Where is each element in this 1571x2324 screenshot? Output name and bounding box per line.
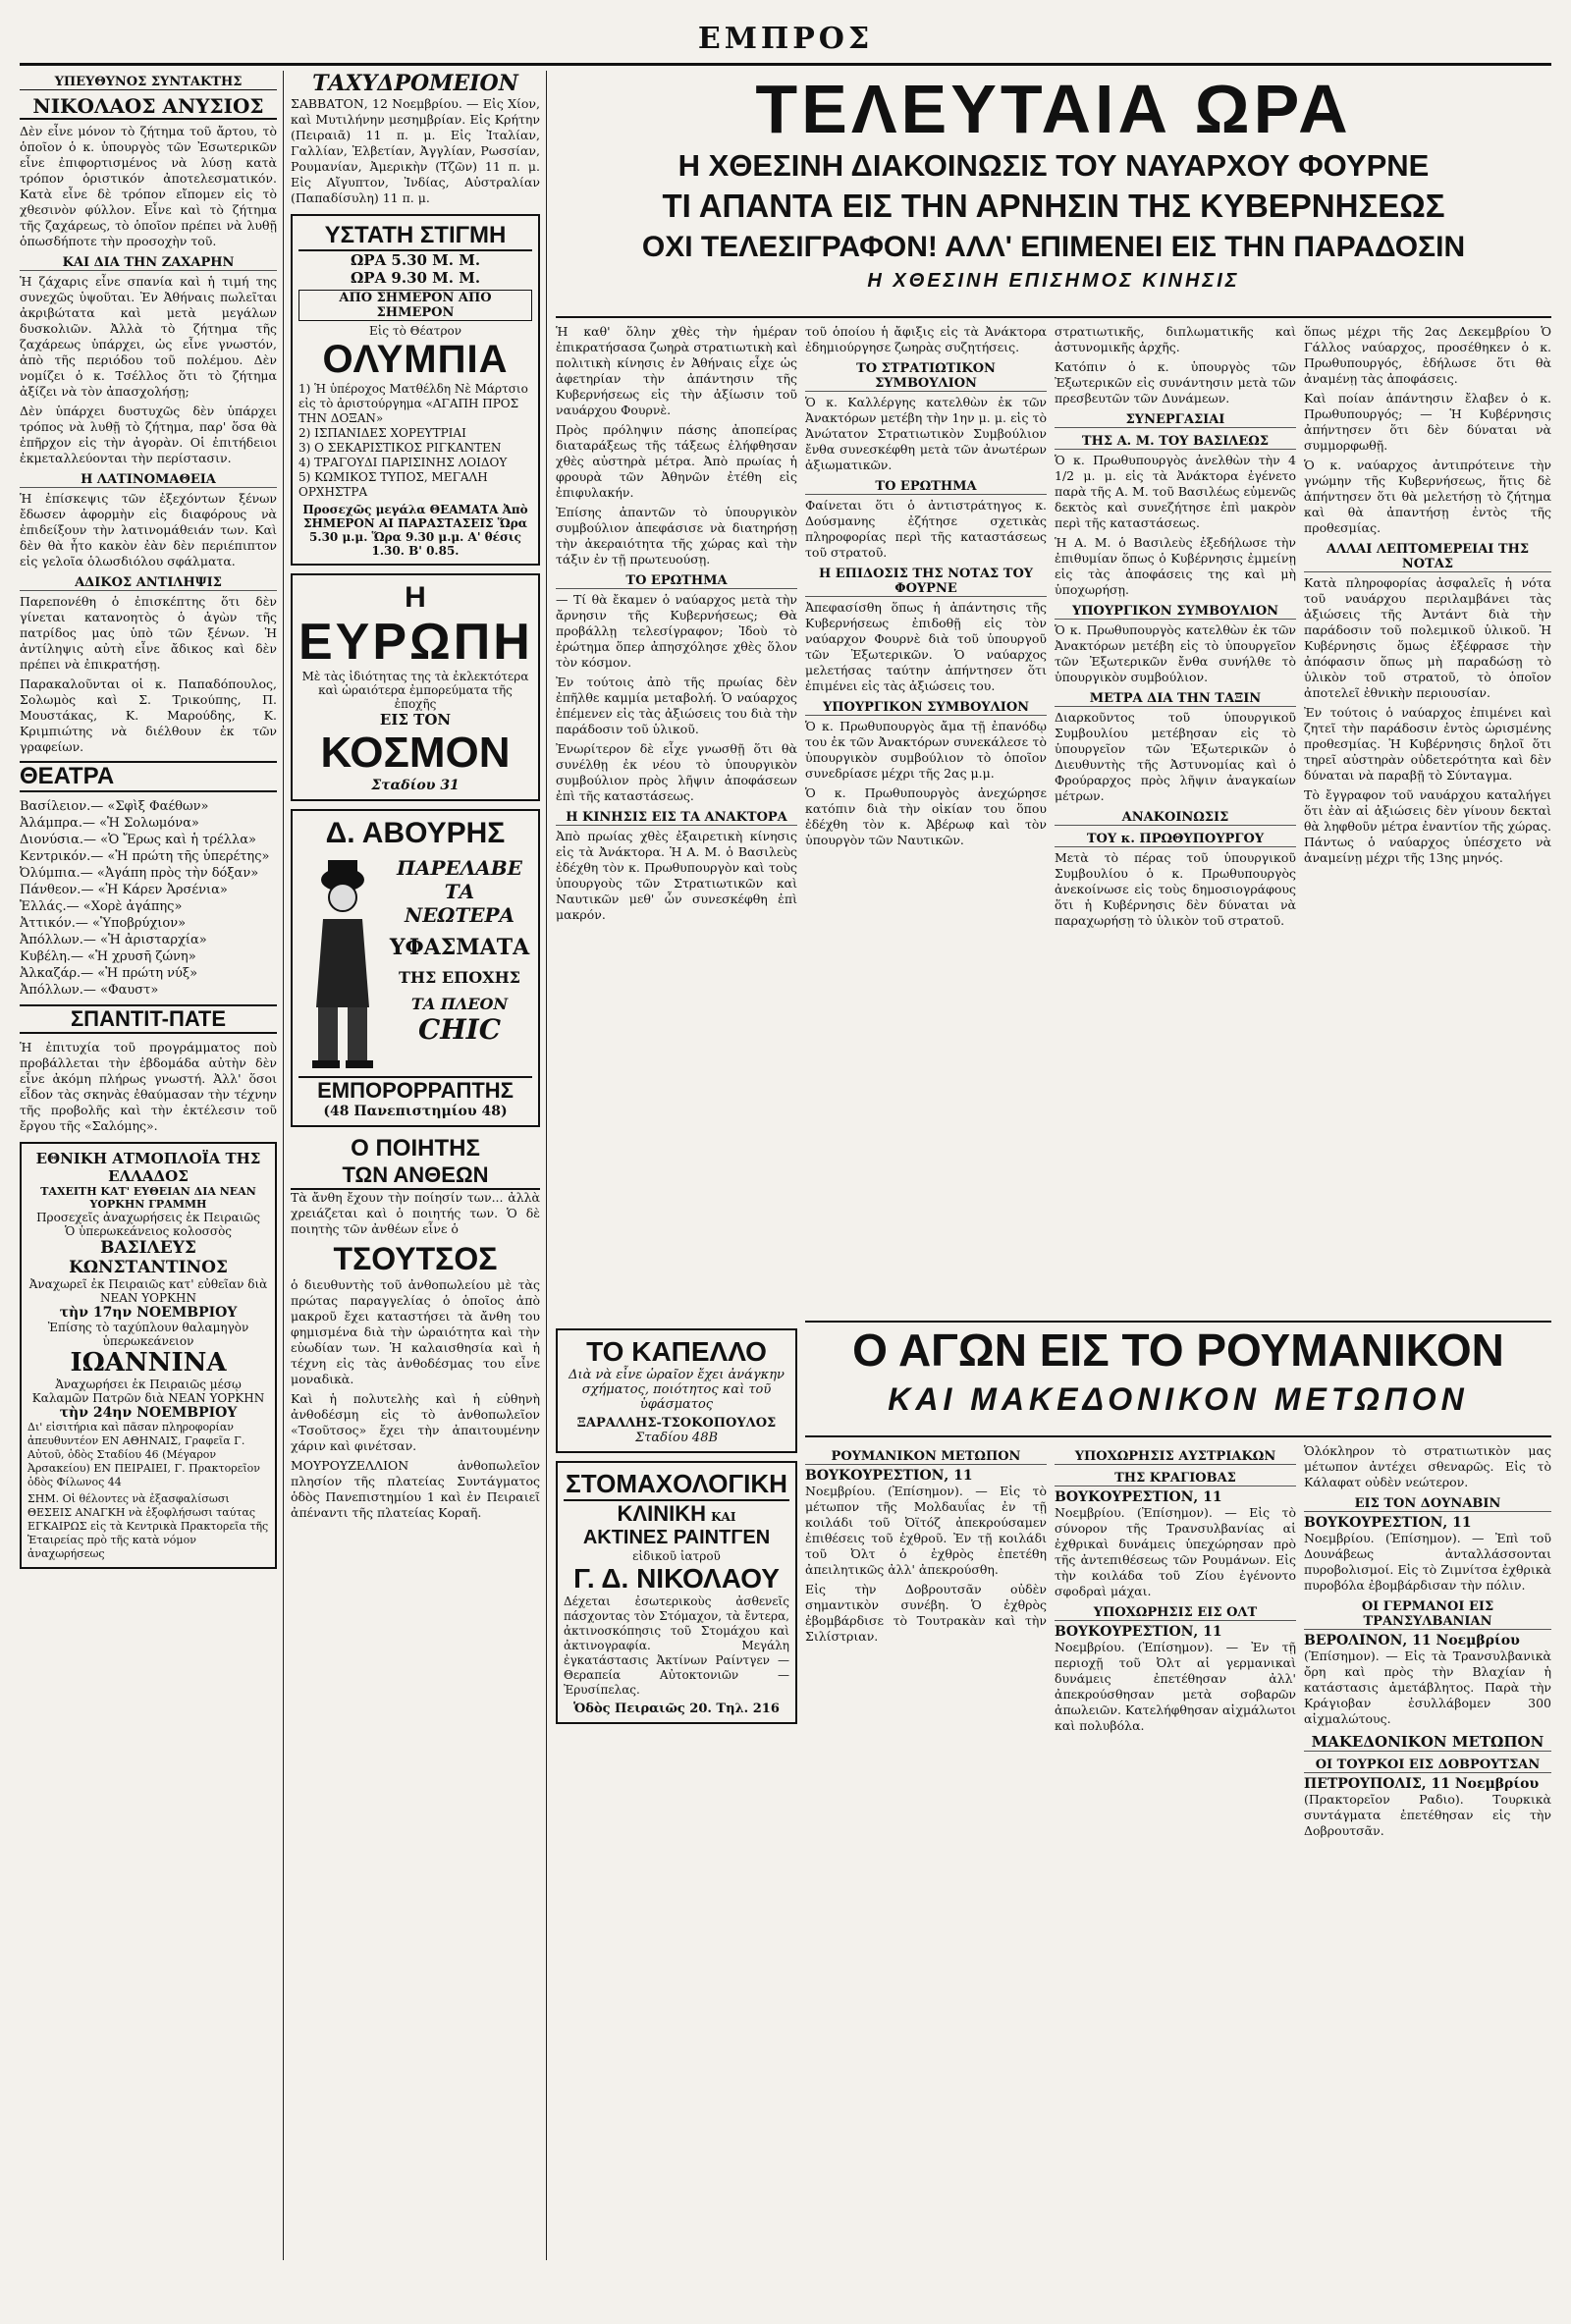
- advert-title: ΕΥΡΩΠΗ: [298, 614, 533, 671]
- section-heading: Η ΚΙΝΗΣΙΣ ΕΙΣ ΤΑ ΑΝΑΚΤΟΡΑ: [556, 810, 797, 826]
- article-text: ὅπως μέχρι τῆς 2ας Δεκεμβρίου Ὁ Γάλλος ναύαρχος, προσέθηκεν ὁ κ. Πρωθυπουργός, ἐδήλωσε ὅτι θὰ ἀναμένῃ τὰς ἀποφάσεις.: [1304, 324, 1551, 386]
- advert-title: ΣΤΟΜΑΧΟΛΟΓΙΚΗ: [564, 1469, 789, 1501]
- column-6: [1304, 324, 1551, 1311]
- article-text: Ὁ κ. Πρωθυπουργὸς ἄμα τῇ ἐπανόδῳ του ἐκ τῶν Ἀνακτόρων συνεκάλεσε τὸ ὑπουργικὸν συμβούλιον τὸ ὁποῖον συνεδρίασε μέχρι τῆς 2ας μ.μ.: [805, 719, 1047, 781]
- advert-title: ΕΜΠΟΡΟΡΡΑΠΤΗΣ: [298, 1076, 532, 1104]
- list-item: Πάνθεον.— «Ἡ Κάρεν Ἀρσένια»: [20, 883, 228, 897]
- article-text: Πρὸς πρόληψιν πάσης ἀποπείρας διαταράξεως τῆς τάξεως ἐλήφθησαν χθὲς αὐστηρὰ μέτρα. Ἀπὸ πρωίας ἡ φρουρὰ τῶν Ἀθηνῶν ἐτέθη εἰς ἐπιφυλακήν.: [556, 422, 797, 500]
- advert-line: εἰδικοῦ ἰατροῦ: [632, 1549, 721, 1563]
- advert-line: Διὰ νὰ εἶνε ὡραῖον ἔχει ἀνάγκην σχήματος, ποιότητος καὶ τοῦ ὑφάσματος: [569, 1368, 785, 1412]
- article-text: Ὁ κ. ναύαρχος ἀντιπρότεινε τὴν γνώμην τῆς Κυβερνήσεως, ἥτις δὲ ἀπήντησεν ὅτι θὰ μελετήσῃ τὸ ζήτημα καὶ θὰ ἀπαντήσῃ ἐντὸς τῆς προθεσμίας.: [1304, 458, 1551, 535]
- europe-advert: [291, 573, 540, 801]
- venue-name: ΟΛΥΜΠΙΑ: [322, 338, 509, 381]
- dateline: ΒΟΥΚΟΥΡΕΣΤΙΟΝ, 11: [1055, 1489, 1222, 1505]
- departure-date: τὴν 17ην ΝΟΕΜΒΡΙΟΥ: [59, 1305, 238, 1321]
- advert-line: ΤΑ ΝΕΩΤΕΡΑ: [404, 880, 515, 927]
- section-heading: ΜΑΚΕΔΟΝΙΚΟΝ ΜΕΤΩΠΟΝ: [1304, 1733, 1551, 1752]
- list-item: Ἀττικόν.— «Ὑποβρύχιον»: [20, 916, 187, 931]
- article-text: Ὁ κ. Πρωθυπουργὸς κατελθὼν ἐκ τῶν Ἀνακτόρων μετέβη εἰς τὸ ὑπουργεῖον τῶν Ἐξωτερικῶν ἔνθα συνήλθε τὸ ὑπουργικὸν συμβούλιον.: [1055, 622, 1296, 684]
- column-9: [1304, 1443, 1551, 2258]
- advert-title: ΑΚΤΙΝΕΣ ΡΑΙΝΤΓΕΝ: [582, 1527, 771, 1548]
- post-office-heading: ΤΑΧΥΔΡΟΜΕΙΟΝ: [312, 71, 518, 96]
- article-text: Ἀπὸ πρωίας χθὲς ἐξαιρετικὴ κίνησις εἰς τὰ Ἀνάκτορα. Ἡ Α. Μ. ὁ Βασιλεὺς ἐδέχθη τὸν κ. Πρωθυπουργὸν καὶ τοὺς ὑπουργοὺς τῶν Στρατιωτικῶν καὶ Ναυτικῶν μεθ' ὧν συνεσκέφθη ἐπὶ μακρόν.: [556, 829, 797, 922]
- advert-title: ΚΛΙΝΙΚΗ: [617, 1501, 706, 1526]
- programme-item: 2) ΙΣΠΑΝΙΔΕΣ ΧΟΡΕΥΤΡΙΑΙ: [298, 426, 466, 440]
- section-headline: Ο ΑΓΩΝ ΕΙΣ ΤΟ ΡΟΥΜΑΝΙΚΟΝ: [852, 1324, 1504, 1376]
- section-heading: ΥΠΟΧΩΡΗΣΙΣ ΕΙΣ ΟΛΤ: [1055, 1605, 1296, 1621]
- dateline: ΒΟΥΚΟΥΡΕΣΤΙΟΝ, 11: [805, 1468, 973, 1484]
- article-text: Ἐπίσης ἀπαντῶν τὸ ὑπουργικὸν συμβούλιον ἀπεφάσισε νὰ διατηρήσῃ τὴν ἀκεραιότητα τῆς χώρας καὶ τὴν τάξιν ἐν τῇ πρωτευούσῃ.: [556, 505, 797, 567]
- advert-address: Ὁδὸς Πειραιῶς 20. Τηλ. 216: [573, 1702, 780, 1716]
- article-text: Μετὰ τὸ πέρας τοῦ ὑπουργικοῦ Συμβουλίου ὁ κ. Πρωθυπουργὸς ἀνεκοίνωσε εἰς τοὺς δημοσιογράφους ὅτι ἡ Κυβέρνησις δὲν δύναται νὰ παραχωρήσῃ τὸ ὑλικὸν τοῦ στρατοῦ.: [1055, 850, 1296, 928]
- article-text: Ἡ ἐπίσκεψις τῶν ἐξεχόντων ξένων ἔδωσεν ἀφορμὴν εἰς διαφόρους νὰ ἐπιδείξουν τὴν λατινομάθειάν των. Καὶ δὲν θὰ ἦτο κακὸν ἐὰν δὲν περιέπιπτον εἰς γελοῖα ὁλωσδιόλου σφάλματα.: [20, 491, 277, 568]
- article-text: Νοεμβρίου. (Ἐπίσημον). — Ἐν τῇ περιοχῇ τοῦ Ὀλτ αἱ γερμανικαὶ δυνάμεις ἐπετέθησαν ἀλλ' ἀπεκρούσθησαν μετὰ σοβαρῶν ἀπωλειῶν. Κατελήφθησαν αἰχμάλωτοι καὶ πολυβόλα.: [1055, 1640, 1296, 1733]
- main-headline: ΤΕΛΕΥΤΑΙΑ ΩΡΑ: [755, 71, 1352, 147]
- article-text: (Πρακτορεῖον Ραδιο). Τουρκικὰ συντάγματα ἐπετέθησαν εἰς τὴν Δοβρουτσᾶν.: [1304, 1792, 1551, 1838]
- article-text: Κατόπιν ὁ κ. ὑπουργὸς τῶν Ἐξωτερικῶν εἰς συνάντησιν μετὰ τῶν πρεσβευτῶν τῶν Δυνάμεων.: [1055, 359, 1296, 405]
- doctor-name: Γ. Δ. ΝΙΚΟΛΑΟΥ: [573, 1563, 780, 1594]
- list-item: Ἀλάμπρα.— «Ἡ Σολωμόνα»: [20, 816, 199, 831]
- article-text: Ἡ ζάχαρις εἶνε σπανία καὶ ἡ τιμή της συνεχῶς ὑψοῦται. Ἐν Ἀθήναις πωλεῖται ἀκριβώτατα καὶ μετὰ μεγάλων δυσκολιῶν. Ἀλλὰ τὸ ζήτημα τῆς ζαχάρεως ὑπάρχει, ὡς εἶνε γνωστόν, ἀπὸ τῆς περιόδου τοῦ πολέμου. Δὲν νομίζει ὁ κ. Τσέλλος ὅτι τὸ ζήτημα ἀξίζει νὰ τὸν ἀπασχολήσῃ;: [20, 274, 277, 399]
- masthead: [20, 20, 1551, 66]
- article-text: Δὲν εἶνε μόνον τὸ ζήτημα τοῦ ἄρτου, τὸ ὁποῖον ὁ κ. ὑπουργὸς τῶν Ἐσωτερικῶν εἶνε ἐπιφορτισμένος νὰ λύσῃ κατὰ τρόπον ὁριστικόν ἀποτελεσματικόν. Κατὰ εἶνε δὲ τρόπον εἴπομεν εἰς τὸ χθεσινὸν φύλλον. Εἶνε καὶ τὸ ζήτημα τῆς ζαχάρεως, τὸ ὁποῖον πρέπει νὰ λυθῇ ὁπωσδήποτε τὴν προσοχὴν τοῦ.: [20, 124, 277, 248]
- bottom-adverts: [556, 1321, 797, 2258]
- list-item: Ἑλλάς.— «Χορὲ ἀγάπης»: [20, 899, 183, 914]
- section-heading: ΥΠΟΥΡΓΙΚΟΝ ΣΥΜΒΟΥΛΙΟΝ: [805, 700, 1047, 716]
- article-text: Ἐνωρίτερον δὲ εἶχε γνωσθῇ ὅτι θὰ συνέλθῃ ἐκ νέου τὸ ὑπουργικὸν συμβούλιον πρὸς λῆψιν ἀποφάσεων ἐπὶ τῆς καταστάσεως.: [556, 741, 797, 803]
- advert-line: ΞΑΡΑΛΛΗΣ-ΤΣΟΚΟΠΟΥΛΟΣ: [576, 1416, 777, 1431]
- section-heading: ΣΥΝΕΡΓΑΣΙΑΙ: [1055, 412, 1296, 428]
- main-headline-block: [556, 71, 1551, 318]
- article-text: Καὶ ἡ πολυτελὴς καὶ ἡ εὐθηνὴ ἀνθοδέσμη εἰς τὸ ἀνθοπωλεῖον «Τσοῦτσος» ἔχει τὴν ἀπαιτουμένην χάριν καὶ φινέτσαν.: [291, 1391, 540, 1453]
- section-heading: ΟΙ ΤΟΥΡΚΟΙ ΕΙΣ ΔΟΒΡΟΥΤΣΑΝ: [1304, 1757, 1551, 1773]
- article-text: Τὰ ἄνθη ἔχουν τὴν ποίησίν των... ἀλλὰ χρειάζεται καὶ ὁ ποιητής των. Ὁ δὲ ποιητὴς τῶν ἀνθέων εἶνε ὁ: [291, 1190, 540, 1236]
- column-rule: [546, 71, 547, 2260]
- article-text: Ὁ κ. Πρωθυπουργὸς ἀνελθὼν τὴν 4 1/2 μ. μ. εἰς τὰ Ἀνάκτορα ἐγένετο παρὰ τῆς Α. Μ. τοῦ Βασιλέως εὐμενῶς δεκτὸς καὶ συνεζήτησε ἐπὶ μακρὸν περὶ τῆς καταστάσεως.: [1055, 453, 1296, 530]
- dateline: ΒΟΥΚΟΥΡΕΣΤΙΟΝ, 11: [1304, 1515, 1472, 1531]
- tailor-figure-icon: [298, 850, 387, 1076]
- list-item: Κυβέλη.— «Ἡ χρυσῆ ζώνη»: [20, 949, 196, 964]
- advert-line: ΚΑΙ: [711, 1510, 736, 1524]
- article-text: Νοεμβρίου. (Ἐπίσημον). — Εἰς τὸ σύνορον τῆς Τρανσυλβανίας αἱ ἐχθρικαὶ δυνάμεις ὑπεχώρησαν πρὸ τῆς ἀντεπιθέσεως τῶν Ρουμάνων. Εἰς τὴν κοιλάδα τοῦ Ζίου ἐγένοντο σφοδραὶ μάχαι.: [1055, 1505, 1296, 1598]
- article-text: Δὲν ὑπάρχει δυστυχῶς δὲν ὑπάρχει τρόπος νὰ λυθῇ τὸ ζήτημα, παρ' ὅσα θὰ ἐπῆρχον εἰς τὴν ἀγορὰν. Οἱ ἐπιτήδειοι ἐκμεταλλεύονται τὴν περίστασιν.: [20, 404, 277, 465]
- clinic-advert: [556, 1461, 797, 1724]
- section-heading: ΚΑΙ ΔΙΑ ΤΗΝ ΖΑΧΑΡΗΝ: [20, 255, 277, 271]
- advert-title: Η: [405, 581, 426, 614]
- section-heading: Η ΛΑΤΙΝΟΜΑΘΕΙΑ: [20, 472, 277, 488]
- subheadline: Η ΧΘΕΣΙΝΗ ΕΠΙΣΗΜΟΣ ΚΙΝΗΣΙΣ: [867, 270, 1240, 292]
- advert-title: ΚΟΣΜΟΝ: [320, 729, 511, 777]
- article-text: (Ἐπίσημον). — Εἰς τὰ Τρανσυλβανικὰ ὄρη καὶ πρὸς τὴν Βλαχίαν ἡ κατάστασις ἀμετάβλητος. Παρὰ τὴν Κράγιοβαν ἐσυλλάβομεν 300 αἰχμαλώτους.: [1304, 1648, 1551, 1726]
- departure-date: τὴν 24ην ΝΟΕΜΒΡΙΟΥ: [59, 1405, 238, 1421]
- newspaper-page: [20, 20, 1551, 2278]
- article-text: Ἐν τούτοις ὁ ναύαρχος ἐπιμένει καὶ ζητεῖ τὴν παράδοσιν ἐντὸς ὡρισμένης προθεσμίας. Ἡ Κυβέρνησις δηλοῖ ὅτι τηρεῖ αὐστηρὰν οὐδετερότητα καὶ δὲν δύναται νὰ παραβῇ τὸ Σύνταγμα.: [1304, 705, 1551, 783]
- article-text: Εἰς τὴν Δοβρουτσᾶν οὐδὲν σημαντικὸν συνέβη. Ὁ ἐχθρὸς ἐβομβάρδισε τὸ Τουτρακὰν καὶ τὴν Σιλίστριαν.: [805, 1582, 1047, 1644]
- advert-title: Δ. ΑΒΟΥΡΗΣ: [325, 817, 506, 849]
- advert-title: ΤΩΝ ΑΝΘΕΩΝ: [291, 1162, 540, 1190]
- article-text: — Τί θὰ ἔκαμεν ὁ ναύαρχος μετὰ τὴν ἄρνησιν τῆς Κυβερνήσεως; Θὰ προβάλλῃ τελεσίγραφον; Ἰδοὺ τὸ ἐρώτημα ὅπερ ἀπησχόλησε χθὲς ὅλον τὸν κόσμον.: [556, 592, 797, 670]
- section-heading: ΤΟ ΕΡΩΤΗΜΑ: [805, 479, 1047, 495]
- section-heading: ΟΙ ΓΕΡΜΑΝΟΙ ΕΙΣ ΤΡΑΝΣΥΛΒΑΝΙΑΝ: [1304, 1599, 1551, 1630]
- advert-line: CHIC: [417, 1013, 502, 1046]
- advert-line: ΤΑΧΕΙΤΗ ΚΑΤ' ΕΥΘΕΙΑΝ ΔΙΑ ΝΕΑΝ ΥΟΡΚΗΝ ΓΡΑΜΜΗ: [40, 1185, 256, 1211]
- ship-name: ΒΑΣΙΛΕΥΣ ΚΩΝΣΤΑΝΤΙΝΟΣ: [69, 1238, 228, 1277]
- advert-line: Ἐπίσης τὸ ταχύπλουν θαλαμηγὸν ὑπερωκεάνειον: [47, 1321, 249, 1348]
- article-text: ΣΑΒΒΑΤΟΝ, 12 Νοεμβρίου. — Εἰς Χίον, καὶ Μυτιλήνην μεσημβρίαν. Εἰς Κρήτην (Πειραιᾶ) 11 π. μ. Εἰς Ἰταλίαν, Γαλλίαν, Ἑλβετίαν, Ἀγγλίαν, Ρωσσίαν, Ρουμανίαν, Ἀμερικὴν (Τζῶν) 11 π. μ. Εἰς Αἴγυπτον, Ἰνδίας, Αὐστραλίαν (Παπαδίσυλη) 11 π. μ.: [291, 96, 540, 205]
- subheadline: Η ΧΘΕΣΙΝΗ ΔΙΑΚΟΙΝΩΣΙΣ ΤΟΥ ΝΑΥΑΡΧΟΥ ΦΟΥΡΝΕ: [677, 148, 1430, 183]
- advert-line: ΑΠΟ ΣΗΜΕΡΟΝ ΑΠΟ ΣΗΜΕΡΟΝ: [298, 290, 532, 321]
- section-heading: ΜΕΤΡΑ ΔΙΑ ΤΗΝ ΤΑΞΙΝ: [1055, 691, 1296, 707]
- article-text: Φαίνεται ὅτι ὁ ἀντιστράτηγος κ. Δούσμανης ἐζήτησε σχετικὰς πληροφορίας περὶ τῆς καταστάσεως τοῦ στρατοῦ.: [805, 498, 1047, 560]
- advert-line: Μὲ τὰς ἰδιότητας της τὰ ἐκλεκτότερα καὶ ὡραιότερα ἐμπορεύματα τῆς ἐποχῆς: [301, 670, 529, 711]
- responsible-editor-label: ΥΠΕΥΘΥΝΟΣ ΣΥΝΤΑΚΤΗΣ: [20, 75, 277, 90]
- advert-line: Ἀναχωρήσει ἐκ Πειραιῶς μέσῳ Καλαμῶν Πατρῶν διὰ ΝΕΑΝ ΥΟΡΚΗΝ: [31, 1378, 265, 1405]
- article-text: στρατιωτικῆς, διπλωματικῆς καὶ ἀστυνομικῆς ἀρχῆς.: [1055, 324, 1296, 354]
- show-time: ΩΡΑ 5.30 Μ. Μ.: [350, 251, 481, 269]
- article-text: Ἡ καθ' ὅλην χθὲς τὴν ἡμέραν ἐπικρατήσασα ζωηρὰ στρατιωτικὴ καὶ πολιτικὴ κίνησις ἐν Ἀθήναις εἶχε ὡς ἀφετηρίαν τὴν ἀπάντησιν τῆς Κυβερνήσεως εἰς τὴν ἀξίωσιν τοῦ ναυάρχου Φουρνὲ.: [556, 324, 797, 417]
- article-text: ὁ διευθυντὴς τοῦ ἀνθοπωλείου μὲ τὰς πρώτας παραγγελίας ὁ ὁποῖος ἀπὸ μακροῦ ἔχει καταστήσει τὰ ἄνθη του φημισμένα διὰ τὴν ὡραιότητα καὶ τὴν εὐωδίαν των. Ἡ καλαισθησία καὶ ἡ τέχνη εἰς τὰς ἀνθοδέσμας του εἶνε μοναδικὰ.: [291, 1277, 540, 1386]
- show-time: ΩΡΑ 9.30 Μ. Μ.: [350, 269, 481, 287]
- theatres-heading: ΘΕΑΤΡΑ: [20, 761, 277, 792]
- list-item: Ἀπόλλων.— «Ἡ ἀρισταρχία»: [20, 933, 207, 947]
- newspaper-name: ΕΜΠΡΟΣ: [697, 22, 874, 56]
- list-item: Βασίλειον.— «Σφὶξ Φαέθων»: [20, 799, 209, 814]
- advert-title: ΕΘΝΙΚΗ ΑΤΜΟΠΛΟΪΑ ΤΗΣ ΕΛΛΑΔΟΣ: [35, 1150, 261, 1185]
- advert-line: Ὁ ὑπερωκεάνειος κολοσσὸς: [64, 1224, 233, 1238]
- article-text: ΜΟΥΡΟΥΖΕΛΛΙΟΝ ἀνθοπωλεῖον πλησίον τῆς πλατείας Συντάγματος ὁδὸς Πανεπιστημίου 1 καὶ ἐν Πειραιεῖ ἀπέναντι τῆς πλατείας Κοραῆ.: [291, 1458, 540, 1520]
- advert-line: Εἰς τὸ Θέατρον: [368, 324, 462, 338]
- advert-title: ΥΣΤΑΤΗ ΣΤΙΓΜΗ: [298, 222, 532, 251]
- section-heading: ΑΝΑΚΟΙΝΩΣΙΣ: [1055, 810, 1296, 826]
- avouris-advert: [291, 809, 540, 1127]
- article-text: Ἡ Α. Μ. ὁ Βασιλεὺς ἐξεδήλωσε τὴν ἐπιθυμίαν ὅπως ὁ Κυβέρνησις ἐμμείνῃ εἰς τὰς ἀποφάσεις της καὶ μὴ ὑποχωρήσῃ.: [1055, 535, 1296, 597]
- romanian-front-headline: [805, 1321, 1551, 1437]
- advert-address: Σταδίου 31: [371, 778, 460, 793]
- theatres-list: [20, 798, 277, 999]
- dateline: ΒΕΡΟΛΙΝΟΝ, 11 Νοεμβρίου: [1304, 1633, 1520, 1648]
- advert-title: Ο ΠΟΙΗΤΗΣ: [351, 1135, 480, 1162]
- column-2: [291, 71, 540, 2260]
- advert-line: ΥΦΑΣΜΑΤΑ: [389, 935, 530, 960]
- dateline: ΠΕΤΡΟΥΠΟΛΙΣ, 11 Νοεμβρίου: [1304, 1776, 1540, 1792]
- dateline: ΒΟΥΚΟΥΡΕΣΤΙΟΝ, 11: [1055, 1624, 1222, 1640]
- list-item: Ἀλκαζάρ.— «Ἡ πρώτη νύξ»: [20, 966, 198, 981]
- advert-line: ΤΗΣ ΕΠΟΧΗΣ: [399, 968, 520, 987]
- section-heading: ΤΟ ΣΤΡΑΤΙΩΤΙΚΟΝ ΣΥΜΒΟΥΛΙΟΝ: [805, 361, 1047, 392]
- programme-item: 5) ΚΩΜΙΚΟΣ ΤΥΠΟΣ, ΜΕΓΑΛΗ ΟΡΧΗΣΤΡΑ: [298, 470, 488, 499]
- advert-line: Προσεχῶς μεγάλα ΘΕΑΜΑΤΑ Ἀπὸ ΣΗΜΕΡΟΝ ΑΙ ΠΑΡΑΣΤΑΣΕΙΣ Ὥρα 5.30 μ.μ. Ὥρα 9.30 μ.μ. Α' θέσις 1.30. Β' 0.85.: [302, 503, 528, 558]
- article-text: Ἡ ἐπιτυχία τοῦ προγράμματος ποὺ προβάλλεται τὴν ἑβδομάδα αὐτὴν δὲν εἶνε ἀκόμη πλήρως γνωστή. Ἀλλ' ὅσοι εἶδον τὰς σκηνὰς ἐθαύμασαν τὴν τέχνην τῆς προβολῆς καὶ τὴν ἐκτέλεσιν τοῦ ἔργου τῆς «Σαλόμης».: [20, 1040, 277, 1133]
- advert-line: ΕΙΣ ΤΟΝ: [379, 711, 452, 729]
- section-heading: ΤΗΣ ΚΡΑΓΙΟΒΑΣ: [1055, 1471, 1296, 1486]
- shipping-advert: [20, 1142, 277, 1569]
- responsible-editor-name: ΝΙΚΟΛΑΟΣ ΑΝΥΣΙΟΣ: [20, 94, 277, 120]
- programme-item: 1) Ἡ ὑπέροχος Ματθέλδη Νὲ Μάρτσιο εἰς τὸ ἀριστούργημα «ΑΓΑΠΗ ΠΡΟΣ ΤΗΝ ΔΟΞΑΝ»: [298, 382, 528, 425]
- advert-address: (48 Πανεπιστημίου 48): [323, 1104, 508, 1119]
- column-7: [805, 1443, 1047, 2258]
- article-text: Παρεπονέθη ὁ ἐπισκέπτης ὅτι δὲν γίνεται κατανοητὸς ὁ ἀγὼν τῆς πατρίδος μας ὑπὸ τῶν ξένων. Ἡ ἀντίληψις αὐτὴ εἶνε ἄδικος καὶ δὲν πρέπει νὰ ἐπικρατήσῃ.: [20, 594, 277, 672]
- article-text: Ὁ κ. Πρωθυπουργὸς ἀνεχώρησε κατόπιν διὰ τὴν οἰκίαν του ὅπου ἐδέχθη τὸν κ. Ἀβέρωφ καὶ τὸν ὑπουργὸν τῶν Ναυτικῶν.: [805, 785, 1047, 847]
- section-heading: ΥΠΟΥΡΓΙΚΟΝ ΣΥΜΒΟΥΛΙΟΝ: [1055, 604, 1296, 620]
- column-3: [556, 324, 797, 1311]
- advert-line: ΠΑΡΕΛΑΒΕ: [397, 856, 522, 880]
- section-heading: ΑΛΛΑΙ ΛΕΠΤΟΜΕΡΕΙΑΙ ΤΗΣ ΝΟΤΑΣ: [1304, 542, 1551, 572]
- article-text: Ἀπεφασίσθη ὅπως ἡ ἀπάντησις τῆς Κυβερνήσεως ἐπιδοθῇ εἰς τὸν ναύαρχον Φουρνὲ διὰ τοῦ ὑπουργοῦ τῶν Ἐξωτερικῶν. Ὁ ναύαρχος μελετήσας ταύτην ἀπήντησεν ὅτι ἐπιμένει εἰς τὰς ἀξιώσεις του.: [805, 600, 1047, 693]
- article-text: Τὸ ἔγγραφον τοῦ ναυάρχου καταλήγει ὅτι ἐὰν αἱ ἀξιώσεις δὲν γίνουν δεκταὶ θὰ ληφθοῦν μέτρα ἐναντίον τῆς χώρας. Πάντως ὁ ναύαρχος ὑπέσχετο νὰ ἀναμείνῃ μέχρι τῆς 13ης μηνός.: [1304, 787, 1551, 865]
- advert-title: ΤΟ ΚΑΠΕΛΛΟ: [586, 1336, 767, 1367]
- advert-line: Ἀναχωρεῖ ἐκ Πειραιῶς κατ' εὐθεῖαν διὰ ΝΕΑΝ ΥΟΡΚΗΝ: [28, 1277, 268, 1305]
- article-text: Νοεμβρίου. (Ἐπίσημον). — Ἐπὶ τοῦ Δουνάβεως ἀνταλλάσσονται πυροβολισμοί. Εἰς τὸ Ζιμνίτσα ἐχθρικὰ πυροβόλα ἐβομβάρδισαν τὴν πόλιν.: [1304, 1531, 1551, 1593]
- programme-item: 3) Ο ΣΕΚΑΡΙΣΤΙΚΟΣ ΡΙΓΚΑΝΤΕΝ: [298, 441, 502, 455]
- hat-advert: [556, 1328, 797, 1453]
- olympia-advert: [291, 214, 540, 566]
- article-text: Διαρκοῦντος τοῦ ὑπουργικοῦ Συμβουλίου μετέβησαν εἰς τὸ ὑπουργεῖον τῶν Ἐξωτερικῶν ὁ Διευθυντὴς τῆς Ἀστυνομίας καὶ ὁ Φρούραρχος πρὸς λῆψιν ἀναγκαίων μέτρων.: [1055, 710, 1296, 803]
- subheadline: ΟΧΙ ΤΕΛΕΣΙΓΡΑΦΟΝ! ΑΛΛ' ΕΠΙΜΕΝΕΙ ΕΙΣ ΤΗΝ ΠΑΡΑΔΟΣΙΝ: [641, 231, 1466, 263]
- section-heading: ΤΟ ΕΡΩΤΗΜΑ: [556, 573, 797, 589]
- section-heading: ΥΠΟΧΩΡΗΣΙΣ ΑΥΣΤΡΙΑΚΩΝ: [1055, 1449, 1296, 1465]
- section-heading: ΤΗΣ Α. Μ. ΤΟΥ ΒΑΣΙΛΕΩΣ: [1055, 434, 1296, 450]
- section-heading: Η ΕΠΙΔΟΣΙΣ ΤΗΣ ΝΟΤΑΣ ΤΟΥ ΦΟΥΡΝΕ: [805, 567, 1047, 597]
- article-text: Ὁ κ. Καλλέργης κατελθὼν ἐκ τῶν Ἀνακτόρων μετέβη τὴν 1ην μ. μ. εἰς τὸ Ἀνώτατον Στρατιωτικὸν Συμβούλιον ἔνθα συνεσκέφθη μετὰ τῶν ἀνωτέρων ἀξιωματικῶν.: [805, 395, 1047, 472]
- column-1: [20, 71, 277, 2260]
- column-rule: [283, 71, 284, 2260]
- advert-note: ΣΗΜ. Οἱ θέλοντες νὰ ἐξασφαλίσωσι ΘΕΣΕΙΣ ΑΝΑΓΚΗ νὰ ἐξοφλήσωσι ταύτας ΕΓΚΑΙΡΩΣ εἰς τὰ Κεντρικὰ Πρακτορεῖα τῆς Ἑταιρείας πρὸ τῆς κατὰ νόμον ἀναχωρήσεως: [27, 1492, 269, 1560]
- advert-address: Σταδίου 48Β: [634, 1431, 719, 1445]
- column-8: [1055, 1443, 1296, 2258]
- advert-body: Δέχεται ἐσωτερικοὺς ἀσθενεῖς πάσχοντας τὸν Στόμαχον, τὰ ἔντερα, ἀκτινοσκόπησις τοῦ Στομάχου καὶ ἀκτινογραφία. Μεγάλη ἐγκατάστασις Ἀκτίνων Ραίντγεν — Θεραπεία Αὐτοκτονιῶν — Ἐρυσίπελας.: [564, 1594, 789, 1697]
- section-heading: ΑΔΙΚΟΣ ΑΝΤΙΛΗΨΙΣ: [20, 575, 277, 591]
- section-heading: ΡΟΥΜΑΝΙΚΟΝ ΜΕΤΩΠΟΝ: [805, 1449, 1047, 1465]
- article-text: Παρακαλοῦνται οἱ κ. Παπαδόπουλος, Σολωμὸς καὶ Σ. Τρικούπης, Π. Μουστάκας, Κ. Μαρούδης, Κ. Κριμπιώτης νὰ διέλθουν ἐκ τῶν γραφείων.: [20, 676, 277, 754]
- advert-title: ΤΣΟΥΤΣΟΣ: [333, 1241, 498, 1276]
- article-text: Ἐν τούτοις ἀπὸ τῆς πρωίας δὲν ἐπῆλθε καμμία μεταβολή. Ὁ ναύαρχος ἐπέμενεν εἰς τὰς ἀξιώσεις του διὰ τὴν παράδοσιν τοῦ ὑλικοῦ.: [556, 675, 797, 736]
- list-item: Ὀλύμπια.— «Ἀγάπη πρὸς τὴν δόξαν»: [20, 866, 259, 881]
- programme-item: 4) ΤΡΑΓΟΥΔΙ ΠΑΡΙΣΙΝΗΣ ΛΟΙΔΟΥ: [298, 456, 508, 469]
- list-item: Ἀπόλλων.— «Φαυστ»: [20, 983, 159, 998]
- article-text: Ὁλόκληρον τὸ στρατιωτικὸν μας μέτωπον ἀντέχει σθεναρῶς. Εἰς τὸ Κάλαφατ οὐδὲν νεώτερον.: [1304, 1443, 1551, 1489]
- list-item: Διονύσια.— «Ὁ Ἔρως καὶ ἡ τρέλλα»: [20, 833, 256, 847]
- section-heading: ΕΙΣ ΤΟΝ ΔΟΥΝΑΒΙΝ: [1304, 1496, 1551, 1512]
- ship-name: ΙΩΑΝΝΙΝΑ: [70, 1348, 227, 1378]
- subheadline: ΤΙ ΑΠΑΝΤΑ ΕΙΣ ΤΗΝ ΑΡΝΗΣΙΝ ΤΗΣ ΚΥΒΕΡΝΗΣΕΩΣ: [662, 188, 1445, 224]
- advert-line: Δι' εἰσιτήρια καὶ πᾶσαν πληροφορίαν ἀπευθυντέον ΕΝ ΑΘΗΝΑΙΣ, Γραφεῖα Γ. Αὐτοῦ, ὁδὸς Σταδίου 46 (Μέγαρον Ἀρσακείου) ΕΝ ΠΕΙΡΑΙΕΙ, Γ. Πρακτορεῖον ὁδὸς Φίλωνος 44: [27, 1421, 260, 1488]
- section-heading: ΤΟΥ κ. ΠΡΩΘΥΠΟΥΡΓΟΥ: [1055, 832, 1296, 847]
- article-text: Κατὰ πληροφορίας ἀσφαλεῖς ἡ νότα τοῦ ναυάρχου περιλαμβάνει τὰς ἀξιώσεις τῆς Ἀντάντ διὰ τὴν παράδοσιν τοῦ πολεμικοῦ ὑλικοῦ. Ἡ Κυβέρνησις ὅμως ἐξέφρασε τὴν ἀπόφασιν ὅπως μὴ παραδώσῃ τὸ ὑλικὸν τοῦ στρατοῦ, τὸ ὁποῖον ἀποτελεῖ ἐθνικὴν περιουσίαν.: [1304, 575, 1551, 700]
- column-4: [805, 324, 1047, 1311]
- advert-line: ΤΑ ΠΛΕΟΝ: [410, 995, 509, 1013]
- article-text: τοῦ ὁποίου ἡ ἄφιξις εἰς τὰ Ἀνάκτορα ἐδημιούργησε ζωηρὰς συζητήσεις.: [805, 324, 1047, 354]
- list-item: Κεντρικόν.— «Ἡ πρώτη τῆς ὑπερέτης»: [20, 849, 270, 864]
- article-text: Καὶ ποίαν ἀπάντησιν ἔλαβεν ὁ κ. Πρωθυπουργός; — Ἡ Κυβέρνησις ἀπήντησεν ὅτι δὲν δύναται νὰ συμμορφωθῇ.: [1304, 391, 1551, 453]
- article-text: Νοεμβρίου. (Ἐπίσημον). — Εἰς τὸ μέτωπον τῆς Μολδαυΐας ἐν τῇ κοιλάδι τοῦ Ὀϊτόζ ἀπεκρούσαμεν ἐπιθέσεις τοῦ ἐχθροῦ. Ἐν τῇ κοιλάδι τοῦ Ὀλτ ὁ ἐχθρὸς ἐπετέθη ἀπειλητικῶς ἀλλ' ἀπεκρούσθη.: [805, 1484, 1047, 1577]
- cinema-heading: ΣΠΑΝΤΙΤ-ΠΑΤΕ: [20, 1004, 277, 1034]
- section-headline: ΚΑΙ ΜΑΚΕΔΟΝΙΚΟΝ ΜΕΤΩΠΟΝ: [888, 1381, 1469, 1417]
- advert-line: Προσεχεῖς ἀναχωρήσεις ἐκ Πειραιῶς: [36, 1211, 260, 1224]
- column-5: [1055, 324, 1296, 1311]
